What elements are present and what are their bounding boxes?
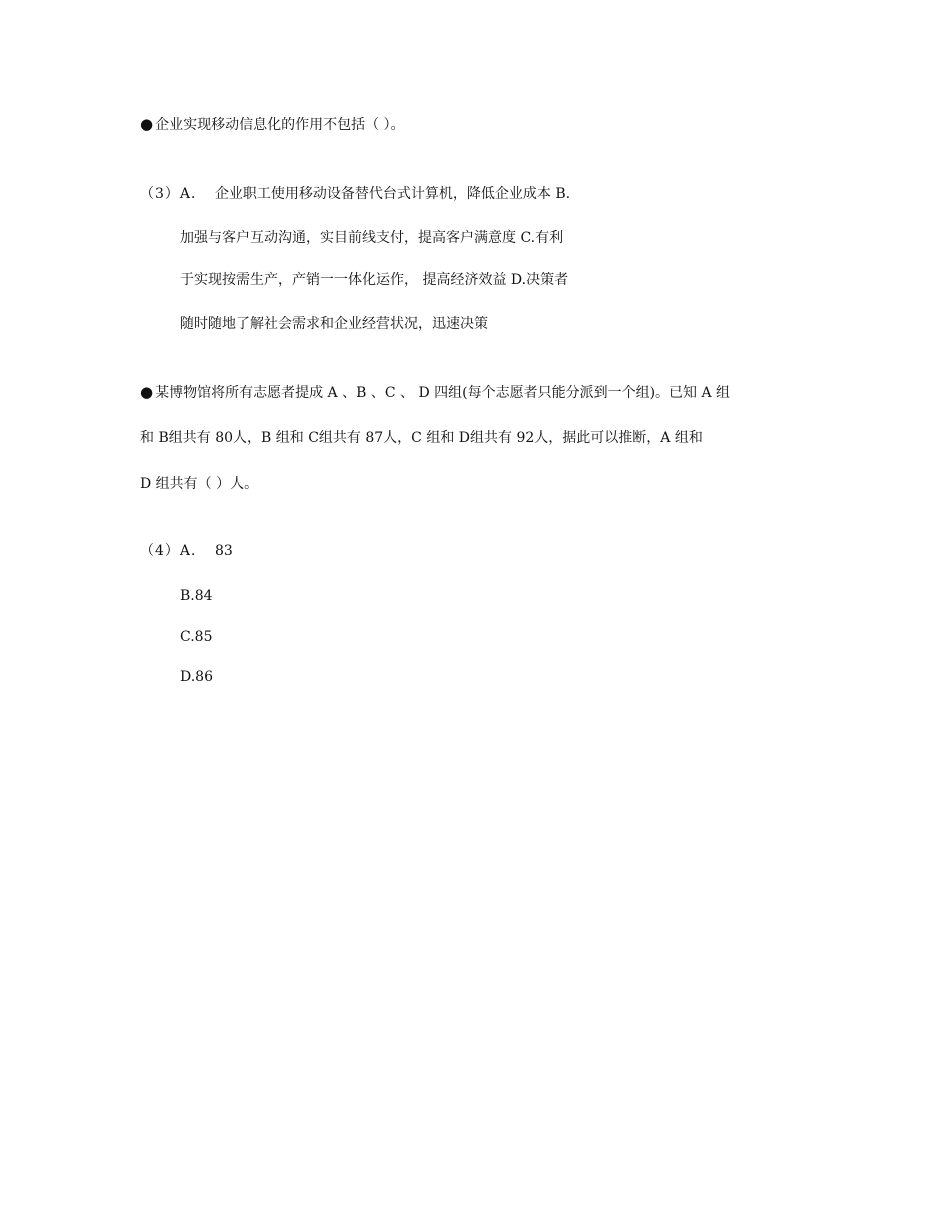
question-4-option-text: C.85 — [180, 629, 213, 645]
question-4-stem-text: D 组共有（ ）人。 — [140, 476, 259, 492]
question-4-stem-text: 某博物馆将所有志愿者提成 A 、B 、C 、 D 四组(每个志愿者只能分派到一个组)。已知 A 组 — [155, 385, 731, 401]
question-3-option-line — [140, 184, 570, 204]
question-4-option-a — [140, 541, 233, 561]
question-4-option-d — [180, 667, 213, 687]
question-4-stem-text: 和 B组共有 80人，B 组和 C组共有 87人，C 组和 D组共有 92人，据此可以推断，A 组和 — [140, 430, 703, 446]
question-3-option-text: 企业职工使用移动设备替代台式计算机，降低企业成本 B. — [214, 186, 571, 202]
question-3-option-line — [180, 314, 488, 334]
question-4-stem-line — [140, 382, 730, 403]
question-3-stem-text: 企业实现移动信息化的作用不包括（ ）。 — [155, 117, 405, 133]
question-4-option-text: B.84 — [180, 588, 213, 604]
question-3-option-line — [180, 228, 563, 248]
question-3-stem — [140, 114, 405, 135]
question-4-stem-line — [140, 428, 703, 448]
bullet-icon: ● — [140, 115, 154, 133]
bullet-icon: ● — [140, 383, 154, 401]
question-4-option-a-text: 83 — [214, 543, 233, 559]
question-4-option-b — [180, 586, 213, 606]
question-4-option-c — [180, 627, 212, 647]
question-4-number: （4）A． — [140, 543, 207, 559]
question-4-option-text: D.86 — [180, 669, 213, 685]
question-3-option-text: 于实现按需生产，产销一一体化运作， 提高经济效益 D.决策者 — [180, 272, 569, 288]
question-3-option-text: 随时随地了解社会需求和企业经营状况，迅速决策 — [180, 316, 488, 332]
question-3-option-text: 加强与客户互动沟通，实目前线支付，提高客户满意度 C.有利 — [180, 230, 564, 246]
question-4-stem-line — [140, 474, 258, 494]
question-3-option-line — [180, 270, 568, 290]
question-3-number: （3）A． — [140, 186, 207, 202]
